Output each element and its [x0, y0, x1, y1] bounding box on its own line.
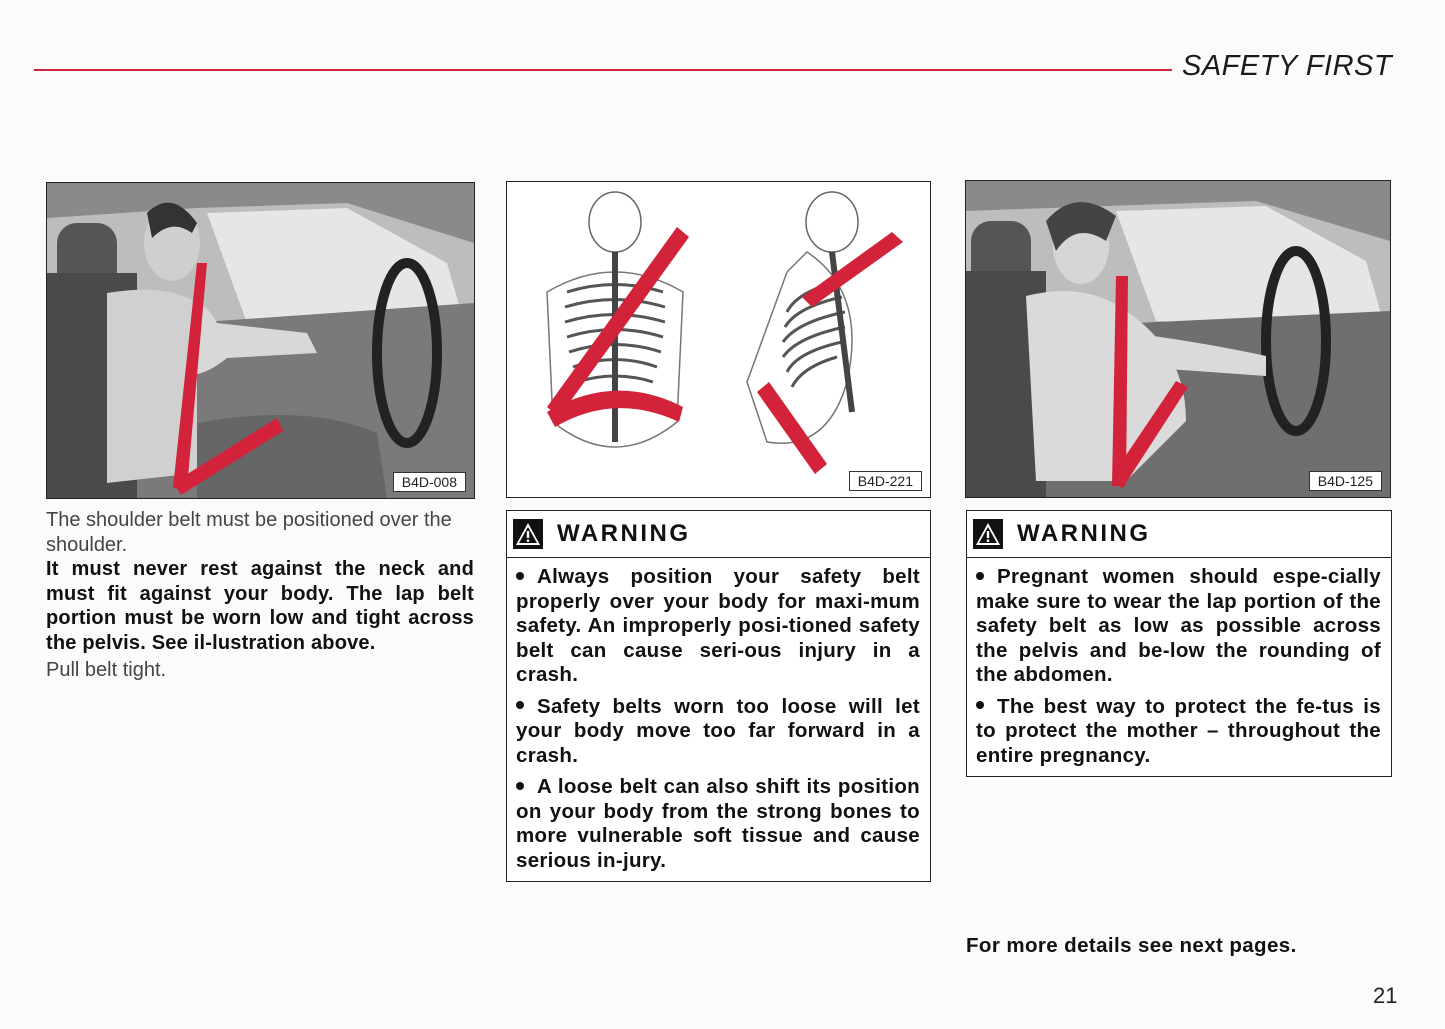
- warning-title: WARNING: [1017, 520, 1151, 547]
- section-title: SAFETY FIRST: [1182, 50, 1393, 82]
- warning-item: Safety belts worn too loose will let your body move too far forward in a crash.: [516, 694, 920, 767]
- warning-body: [507, 558, 930, 881]
- bullet-icon: [976, 701, 984, 709]
- page-number: 21: [1373, 983, 1398, 1008]
- warning-triangle-icon: [513, 519, 543, 549]
- warning-header: [507, 511, 930, 558]
- warning-body: [967, 558, 1391, 776]
- warning-header: [967, 511, 1391, 558]
- figure-pregnant-belt: [965, 180, 1391, 498]
- figure-code: B4D-008: [393, 472, 466, 492]
- belt-caption: [46, 508, 474, 683]
- warning-box-center: [506, 510, 931, 882]
- warning-title: WARNING: [557, 520, 691, 547]
- header-rule: [34, 69, 1172, 71]
- warning-item: Pregnant women should espe-cially make sure to wear the lap portion of the safety belt as low as possible across the pelvis and be-low the rounding of the abdomen.: [976, 565, 1381, 686]
- bullet-icon: [976, 572, 984, 580]
- warning-triangle-icon: [973, 519, 1003, 549]
- caption-line-1: The shoulder belt must be positioned over the shoulder.: [46, 509, 452, 556]
- caption-line-3: Pull belt tight.: [46, 659, 167, 681]
- figure-code: B4D-125: [1309, 471, 1382, 491]
- figure-driver-belt: [46, 182, 475, 499]
- warning-item: Always position your safety belt properly over your body for maxi-mum safety. An improperly posi-tioned safety belt can cause seri-ous injury in a crash.: [516, 565, 920, 686]
- figure-skeleton-belt: [506, 181, 931, 498]
- warning-item: A loose belt can also shift its position on your body from the strong bones to more vulnerable soft tissue and cause serious in-jury.: [516, 775, 920, 872]
- warning-item: The best way to protect the fe-tus is to protect the mother – throughout the entire pregnancy.: [976, 694, 1381, 767]
- bullet-icon: [516, 572, 524, 580]
- bullet-icon: [516, 701, 524, 709]
- more-details-note: For more details see next pages.: [966, 934, 1297, 957]
- warning-box-right: [966, 510, 1392, 777]
- bullet-icon: [516, 782, 524, 790]
- caption-bold-text: It must never rest against the neck and must fit against your body. The lap belt portion must be worn low and tight across the pelvis. See il-lustration above.: [46, 558, 474, 654]
- figure-code: B4D-221: [849, 471, 922, 491]
